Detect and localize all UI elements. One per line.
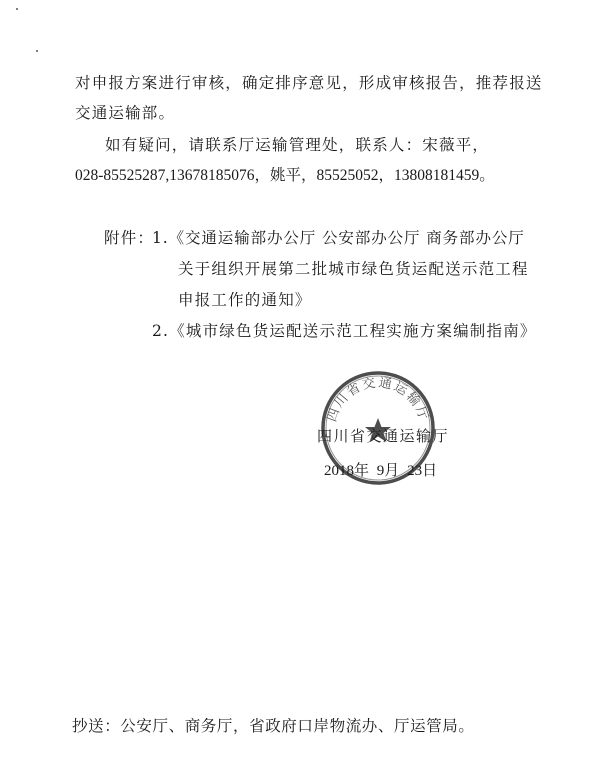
attachment-1-line-1: 1.《交通运输部办公厅 公安部办公厅 商务部办公厅 — [152, 229, 525, 247]
seal-text: 四川省交通运输厅 — [324, 375, 432, 424]
issue-date-month-unit: 月 — [384, 461, 401, 479]
issue-date-month: 9 — [376, 463, 385, 479]
scan-speck — [16, 8, 18, 10]
attachment-1-line-2: 关于组织开展第二批城市绿色货运配送示范工程 — [178, 260, 529, 278]
issue-date-day-unit: 日 — [422, 461, 439, 479]
issuing-organization: 四川省交通运输厅 — [317, 427, 450, 445]
issue-date-year: 2018 — [324, 463, 354, 479]
attachment-1-line-3: 申报工作的通知》 — [178, 291, 312, 309]
attachment-2: 2.《城市绿色货运配送示范工程实施方案编制指南》 — [152, 322, 537, 340]
contact-phone-line: 028-85525287,13678185076，姚平，85525052，13808181459。 — [75, 167, 495, 184]
body-paragraph-1-line-1: 对申报方案进行审核，确定排序意见，形成审核报告，推荐报送 — [75, 74, 543, 92]
issue-date — [324, 460, 439, 481]
scan-speck — [36, 50, 38, 52]
issue-date-day: 23 — [407, 463, 423, 479]
body-paragraph-2-line-1: 如有疑问，请联系厅运输管理处，联系人：宋薇平， — [105, 136, 490, 154]
cc-recipients: 抄送：公安厅、商务厅，省政府口岸物流办、厅运管局。 — [72, 717, 475, 735]
body-paragraph-1-line-2: 交通运输部。 — [75, 104, 176, 122]
issue-date-year-unit: 年 — [354, 461, 371, 479]
attachments-label: 附件： — [104, 229, 155, 247]
